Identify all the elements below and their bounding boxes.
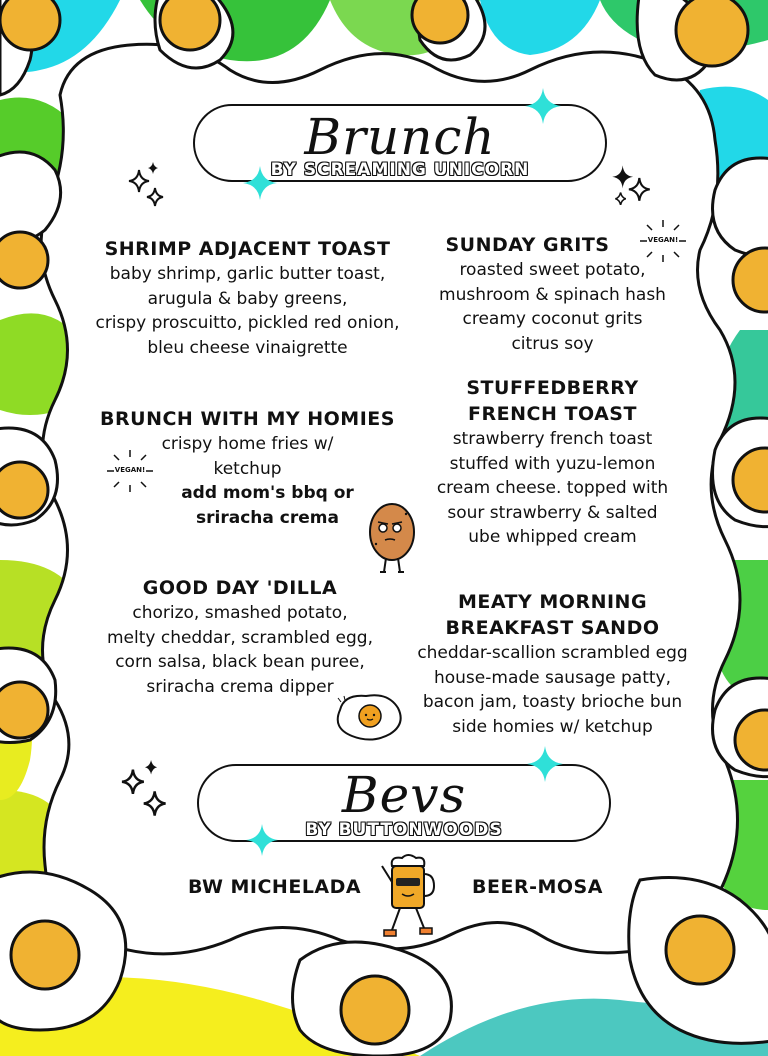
brunch-subtitle: BY SCREAMING UNICORN [270, 160, 530, 180]
menu-item-addon-line: sriracha crema [196, 507, 339, 528]
potato-mascot-icon [362, 500, 422, 576]
menu-item-addon-line: add mom's bbq or [181, 483, 354, 503]
menu-item-name: GOOD DAY 'DILLA [142, 577, 338, 599]
menu-item-name: BRUNCH WITH MY HOMIES [100, 408, 395, 430]
menu-item-desc-line: baby shrimp, garlic butter toast, [109, 264, 386, 284]
sparkle-icon [527, 746, 563, 782]
menu-item-name: BREAKFAST SANDO [445, 617, 660, 639]
menu-item-desc-line: arugula & baby greens, [147, 288, 348, 309]
beer-mascot-icon [376, 852, 440, 942]
menu-item-desc-line: crispy home fries w/ [161, 434, 334, 454]
sparkle-icon [610, 155, 652, 205]
menu-item-desc-line: cheddar-scallion scrambled egg [417, 643, 688, 663]
menu-item-desc-line: citrus soy [511, 333, 594, 354]
menu-item-desc-line: house-made sausage patty, [433, 667, 671, 688]
sparkle-icon [120, 760, 170, 818]
vegan-badge-text: VEGAN! [647, 236, 679, 244]
menu-item-name: FRENCH TOAST [468, 403, 637, 425]
menu-item-name: STUFFEDBERRY [466, 377, 639, 399]
menu-item-desc-line: bleu cheese vinaigrette [147, 337, 348, 358]
menu-item-desc-line: side homies w/ ketchup [452, 716, 653, 737]
sparkle-icon [525, 88, 561, 124]
menu-item-desc-line: corn salsa, black bean puree, [115, 652, 365, 672]
menu-item-good-day-dilla [90, 575, 390, 699]
sparkle-icon [127, 160, 167, 208]
bevs-subtitle: BY BUTTONWOODS [305, 820, 503, 840]
menu-item-stuffedberry-french-toast [420, 375, 685, 550]
menu-item-desc-line: crispy proscuitto, pickled red onion, [95, 313, 400, 333]
menu-item-desc-line: ketchup [213, 458, 282, 479]
menu-item-name: SUNDAY GRITS [445, 234, 610, 256]
menu-item-name: SHRIMP ADJACENT TOAST [104, 238, 391, 260]
menu-item-desc-line: roasted sweet potato, [459, 260, 646, 280]
fried-egg-icon [330, 690, 406, 744]
menu-item-desc-line: strawberry french toast [452, 429, 653, 449]
menu-item-desc-line: chorizo, smashed potato, [132, 603, 348, 623]
bev-item-bw-michelada: BW MICHELADA [188, 876, 362, 898]
menu-item-desc-line: sour strawberry & salted [447, 502, 658, 523]
menu-item-desc-line: melty cheddar, scrambled egg, [106, 627, 374, 648]
brunch-title: Brunch [304, 108, 496, 166]
menu-item-name: MEATY MORNING [457, 591, 648, 613]
menu-item-shrimp-adjacent-toast [70, 236, 425, 360]
menu-item-desc-line: ube whipped cream [468, 527, 637, 547]
menu-item-desc-line: mushroom & spinach hash [439, 284, 666, 305]
menu-item-meaty-morning-breakfast-sando [400, 589, 705, 739]
bevs-title: Bevs [341, 766, 467, 824]
bev-item-beer-mosa: BEER-MOSA [472, 876, 603, 898]
menu-item-desc-line: cream cheese. topped with [436, 478, 669, 498]
vegan-badge-icon [638, 218, 688, 264]
menu-item-desc-line: sriracha crema dipper [146, 676, 334, 697]
vegan-badge-text: VEGAN! [114, 466, 146, 474]
vegan-badge-icon [105, 448, 155, 494]
menu-item-desc-line: stuffed with yuzu-lemon [449, 453, 656, 474]
menu-item-desc-line: creamy coconut grits [462, 309, 643, 329]
sparkle-icon [243, 166, 277, 200]
menu-item-desc-line: bacon jam, toasty brioche bun [422, 692, 683, 712]
sparkle-icon [246, 824, 278, 856]
